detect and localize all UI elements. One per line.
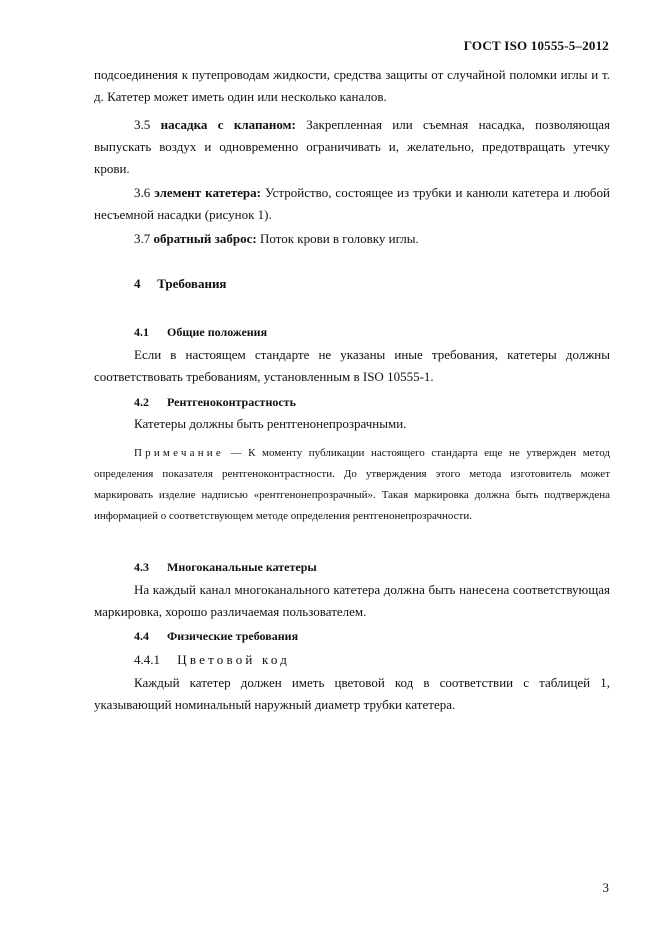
definition-number: 3.7 bbox=[134, 231, 151, 246]
paragraph-4-4-1: Каждый катетер должен иметь цветовой код в соответствии с таблицей 1, указывающий номинальный наружный диаметр трубки катетера. bbox=[94, 675, 610, 712]
subsection-number: 4.2 bbox=[134, 395, 149, 409]
definition-text: Устройство, состоящее из трубки и канюли катетера и любой несъемной насадки (рисунок 1). bbox=[94, 185, 611, 222]
continuation-paragraph: подсоединения к путепроводам жидкости, средства защиты от случайной поломки иглы и т. д. Катетер может иметь один или несколько каналов. bbox=[94, 67, 610, 104]
paragraph-4-3: На каждый канал многоканального катетера должна быть нанесена соответствующая маркировка, хорошо различаемая пользователем. bbox=[94, 582, 610, 619]
definition-3-7 bbox=[94, 228, 610, 250]
section-heading-4 bbox=[134, 276, 226, 292]
subsection-title: Физические требования bbox=[167, 629, 299, 643]
section-title: Требования bbox=[157, 276, 227, 291]
subsection-heading-4-2 bbox=[134, 395, 296, 410]
definition-term: элемент катетера: bbox=[154, 185, 261, 200]
definition-number: 3.6 bbox=[134, 185, 151, 200]
subsection-title: Многоканальные катетеры bbox=[167, 560, 317, 574]
page-number: 3 bbox=[602, 880, 609, 895]
subsection-number: 4.4 bbox=[134, 629, 149, 643]
section-number: 4 bbox=[134, 276, 141, 291]
subsection-title: Рентгеноконтрастность bbox=[167, 395, 296, 409]
subsection-number: 4.3 bbox=[134, 560, 149, 574]
note-text: — К моменту публикации настоящего стандарта еще не утвержден метод определения показателя рентгеноконтрастности. До утверждения этого метода изготовитель может маркировать изделие надписью «рентгенонепрозрачный». Такая маркировка должна быть подтверждена информацией о соответствующем методе определения рентгенонепрозрачности. bbox=[94, 447, 610, 522]
note-label: Примечание bbox=[134, 447, 224, 459]
document-header: ГОСТ ISO 10555-5–2012 bbox=[463, 38, 609, 53]
definition-term: насадка с клапаном: bbox=[160, 117, 296, 132]
definition-3-6 bbox=[94, 182, 610, 226]
subsection-number: 4.4.1 bbox=[134, 652, 160, 667]
definition-number: 3.5 bbox=[134, 117, 151, 132]
note-paragraph bbox=[94, 443, 610, 527]
definition-term: обратный заброс: bbox=[153, 231, 257, 246]
subsection-heading-4-1 bbox=[134, 325, 267, 340]
subsection-title: Цветовой код bbox=[177, 652, 291, 667]
subsection-title: Общие положения bbox=[167, 325, 268, 339]
definition-text: Поток крови в головку иглы. bbox=[259, 231, 419, 246]
subsection-heading-4-4 bbox=[134, 629, 298, 644]
subsection-heading-4-4-1 bbox=[134, 652, 290, 668]
paragraph-4-1: Если в настоящем стандарте не указаны иные требования, катетеры должны соответствовать требованиям, установленным в ISO 10555-1. bbox=[94, 347, 610, 384]
definition-text: Закрепленная или съемная насадка, позволяющая выпускать воздух и одновременно ограничивать и, желательно, предотвращать утечку крови. bbox=[94, 117, 611, 176]
subsection-heading-4-3 bbox=[134, 560, 317, 575]
definition-3-5 bbox=[94, 114, 610, 180]
subsection-number: 4.1 bbox=[134, 325, 149, 339]
paragraph-4-2: Катетеры должны быть рентгенонепрозрачными. bbox=[134, 416, 407, 431]
